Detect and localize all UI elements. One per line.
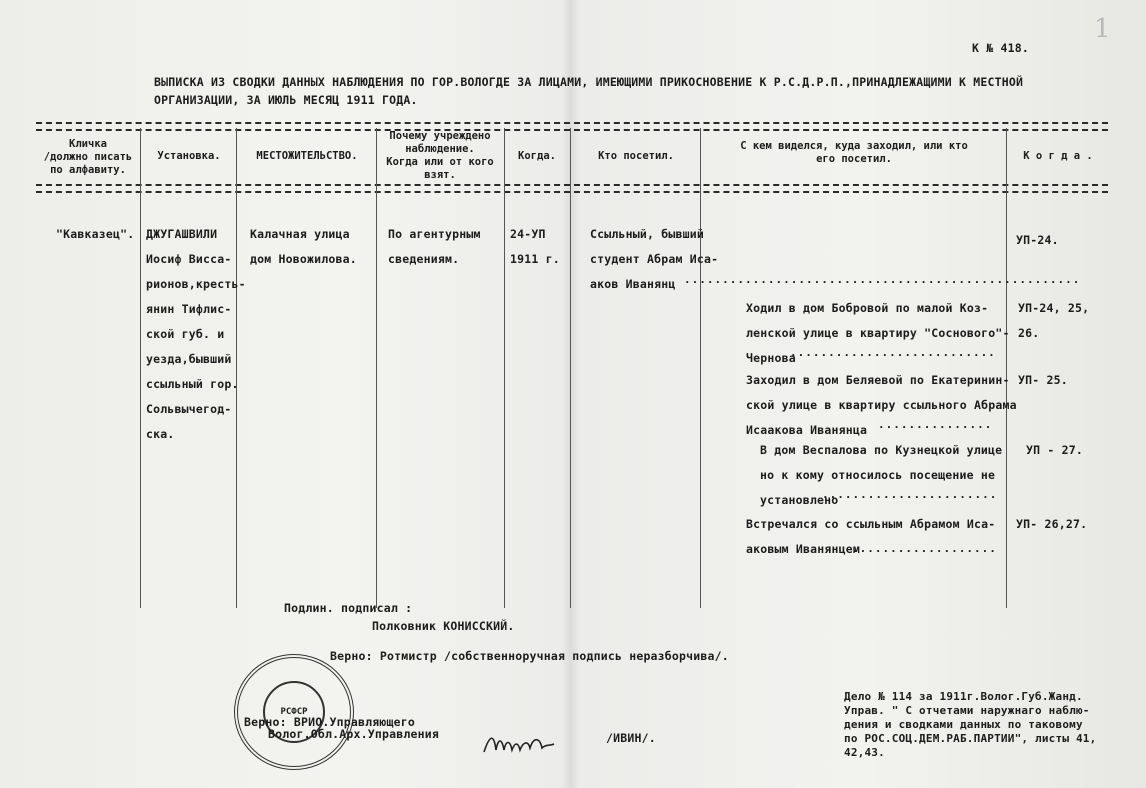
cell-kogda: 24-УП 1911 г. (510, 227, 560, 266)
header-kogda-2: К о г д а . (1023, 150, 1093, 162)
leader-dots: .................................................... (684, 273, 1081, 286)
entry-date: УП-24. (1016, 233, 1059, 247)
cell-klichka: "Кавказец". (56, 227, 135, 241)
header-mesto: МЕСТОЖИТЕЛЬСТВО. (256, 150, 358, 162)
entry-text: Заходил в дом Беляевой по Екатеринин- ской улице в квартиру ссыльного Абрама Исаакова Иванянца (746, 373, 1017, 437)
entry-date: УП- 26,27. (1016, 517, 1088, 531)
stamp-center: РСФСР (263, 681, 325, 743)
cell-ustanovka: ДЖУГАШВИЛИ Иосиф Висса- рионов,кресть- янин Тифлис- ской губ. и уезда,бывший ссыльный гор. Сольвычегод- ска. (146, 227, 246, 441)
entry-text: Ходил в дом Бобровой по малой Коз- ленской улице в квартиру "Соснового"- Чернова (746, 301, 1010, 365)
entry-text: В дом Веспалова по Кузнецкой улице но к кому относилось посещение не установлено (760, 443, 1003, 507)
column-divider (570, 128, 571, 608)
header-bottom-rule (36, 184, 1108, 193)
column-divider (376, 128, 377, 608)
entry-text: Встречался со ссыльным Абрамом Иса- аковым Иванянцем (746, 517, 996, 556)
signature-polkovnik: Полковник КОНИССКИЙ. (372, 619, 515, 633)
table-top-rule (36, 122, 1108, 131)
header-s-kem: С кем виделся, куда заходил, или кто его посетил. (740, 140, 968, 165)
header-kogda: Когда. (518, 150, 556, 162)
signature-verno-rotmistr: Верно: Ротмистр /собственноручная подпись неразборчива/. (330, 649, 729, 663)
column-divider (140, 128, 141, 608)
header-ustanovka: Установка. (157, 150, 221, 162)
signature-archive: Волог.Обл.Арх.Управления (268, 727, 439, 741)
official-stamp (234, 654, 354, 770)
cell-kto: Ссыльный, бывший студент Абрам Иса- аков Иванянц (590, 227, 719, 291)
archive-reference: Дело № 114 за 1911г.Волог.Губ.Жанд. Управ. " С отчетами наружнаго наблю- дения и сводками данных по таковому по РОС.СОЦ.ДЕМ.РАБ.ПАРТИИ", листы 41, 42,43. (844, 690, 1097, 759)
column-divider (700, 128, 701, 608)
leader-dots: ........................... (790, 346, 996, 359)
header-pochemu: Почему учреждено наблюдение. Когда или от кого взят. (386, 130, 494, 181)
entry-date: УП- 25. (1018, 373, 1068, 387)
leader-dots: ................... (852, 542, 997, 555)
document-title-line-2: ОРГАНИЗАЦИИ, ЗА ИЮЛЬ МЕСЯЦ 1911 ГОДА. (154, 93, 418, 107)
header-kto: Кто посетил. (598, 150, 674, 162)
column-divider (504, 128, 505, 608)
signature-name: /ИВИН/. (606, 731, 656, 745)
cell-mesto: Калачная улица дом Новожилова. (250, 227, 357, 266)
entry-date: УП - 27. (1026, 443, 1083, 457)
signature-podlin: Подлин. подписал : (284, 601, 413, 615)
cell-pochemu: По агентурным сведениям. (388, 227, 481, 266)
document-title-line-1: ВЫПИСКА ИЗ СВОДКИ ДАННЫХ НАБЛЮДЕНИЯ ПО ГОР.ВОЛОГДЕ ЗА ЛИЦАМИ, ИМЕЮЩИМИ ПРИКОСНОВЕНИЕ К Р.С.Д.Р.П.,ПРИНАДЛЕЖАЩИМИ К МЕСТНОЙ (154, 75, 1024, 89)
document-number: К № 418. (972, 41, 1029, 55)
margin-mark: 1 (1094, 14, 1111, 44)
signature-verno-vrio: Верно: ВРИО.Управляющего (244, 715, 415, 729)
header-klichka: Кличка /должно писать по алфавиту. (43, 138, 133, 176)
leader-dots: ....................... (822, 488, 998, 501)
leader-dots: ............... (878, 418, 993, 431)
handwritten-signature (482, 728, 556, 758)
entry-date: УП-24, 25, 26. (1018, 301, 1090, 340)
